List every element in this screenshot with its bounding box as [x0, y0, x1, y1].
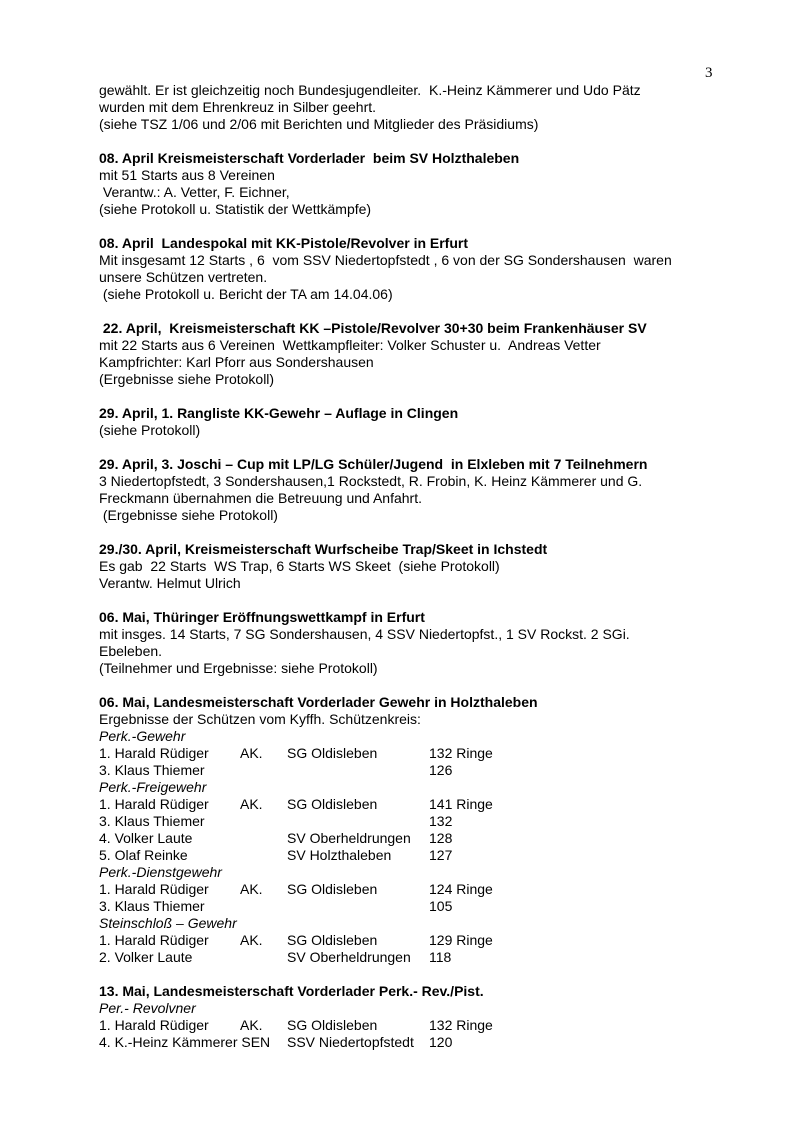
intro-paragraph [99, 82, 739, 133]
result-row [99, 949, 739, 966]
intro-line: gewählt. Er ist gleichzeitig noch Bundesjugendleiter. K.-Heinz Kämmerer und Udo Pätz [99, 82, 641, 98]
result-name: 1. Harald Rüdiger [99, 881, 209, 897]
result-club: SV Oberheldrungen [287, 830, 411, 846]
section-heading: 06. Mai, Landesmeisterschaft Vorderlader Gewehr in Holzthaleben [99, 694, 538, 710]
result-club [287, 898, 429, 915]
result-age-class [240, 898, 287, 915]
section-line: unsere Schützen vertreten. [99, 269, 268, 285]
result-row [99, 881, 739, 898]
result-row [99, 830, 739, 847]
result-row [99, 898, 739, 915]
document-body [99, 82, 739, 1051]
result-club: SV Holzthaleben [287, 847, 392, 863]
result-score: 126 [429, 762, 453, 778]
page-number: 3 [705, 65, 713, 81]
result-age-class: AK. [240, 796, 263, 812]
section-landespokal [99, 235, 739, 303]
result-row [99, 796, 739, 813]
section-wurfscheibe [99, 541, 739, 592]
result-age-class [240, 762, 287, 779]
section-line: Es gab 22 Starts WS Trap, 6 Starts WS Skeet (siehe Protokoll) [99, 558, 500, 574]
result-age-class: AK. [240, 881, 263, 897]
result-club: SG Oldisleben [287, 932, 378, 948]
section-line: Verantw. Helmut Ulrich [99, 575, 241, 591]
result-club [287, 813, 429, 830]
section-heading: 06. Mai, Thüringer Eröffnungswettkampf in Erfurt [99, 609, 425, 625]
result-club [287, 762, 429, 779]
result-club: SV Oberheldrungen [287, 949, 411, 965]
result-score: 124 Ringe [429, 881, 493, 897]
result-club: SG Oldisleben [287, 745, 378, 761]
result-row [99, 932, 739, 949]
result-score: 120 [429, 1034, 453, 1050]
section-line: 3 Niedertopfstedt, 3 Sondershausen,1 Rockstedt, R. Frobin, K. Heinz Kämmerer und G. [99, 473, 643, 489]
result-score: 141 Ringe [429, 796, 493, 812]
intro-line: wurden mit dem Ehrenkreuz in Silber geehrt. [99, 99, 377, 115]
result-club: SSV Niedertopfstedt [287, 1034, 414, 1050]
result-name: 4. K.-Heinz Kämmerer SEN [99, 1034, 271, 1050]
result-score: 105 [429, 898, 453, 914]
section-line: Freckmann übernahmen die Betreuung und Anfahrt. [99, 490, 422, 506]
section-line: mit 22 Starts aus 6 Vereinen Wettkampfleiter: Volker Schuster u. Andreas Vetter [99, 337, 601, 353]
section-lm-vorderlader-perk [99, 983, 739, 1051]
result-score: 118 [429, 949, 452, 965]
section-line: mit insges. 14 Starts, 7 SG Sondershausen, 4 SSV Niedertopfst., 1 SV Rockst. 2 SGi. [99, 626, 630, 642]
result-age-class: AK. [240, 745, 263, 761]
intro-line: (siehe TSZ 1/06 und 2/06 mit Berichten und Mitglieder des Präsidiums) [99, 116, 539, 132]
result-row [99, 745, 739, 762]
category-label: Per.- Revolvner [99, 1000, 196, 1016]
section-line: Mit insgesamt 12 Starts , 6 vom SSV Niedertopfstedt , 6 von der SG Sondershausen waren [99, 252, 672, 268]
section-heading: 13. Mai, Landesmeisterschaft Vorderlader Perk.- Rev./Pist. [99, 983, 484, 999]
result-name: 1. Harald Rüdiger [99, 796, 209, 812]
result-row [99, 762, 739, 779]
section-heading: 08. April Kreismeisterschaft Vorderlader beim SV Holzthaleben [99, 150, 520, 166]
result-name: 1. Harald Rüdiger [99, 932, 209, 948]
section-heading: 22. April, Kreismeisterschaft KK –Pistole/Revolver 30+30 beim Frankenhäuser SV [99, 320, 647, 336]
result-club: SG Oldisleben [287, 881, 378, 897]
result-score: 132 [429, 813, 453, 829]
result-name: 3. Klaus Thiemer [99, 813, 205, 829]
section-line: Verantw.: A. Vetter, F. Eichner, [99, 184, 290, 200]
section-heading: 29. April, 3. Joschi – Cup mit LP/LG Schüler/Jugend in Elxleben mit 7 Teilnehmern [99, 456, 648, 472]
result-row [99, 847, 739, 864]
result-score: 132 Ringe [429, 1017, 493, 1033]
section-line: mit 51 Starts aus 8 Vereinen [99, 167, 275, 183]
result-name: 5. Olaf Reinke [99, 847, 188, 863]
category-label: Steinschloß – Gewehr [99, 915, 237, 931]
section-kreismeisterschaft-vorderlader [99, 150, 739, 218]
section-eroeffnungswettkampf [99, 609, 739, 677]
result-name: 3. Klaus Thiemer [99, 762, 205, 778]
result-age-class [240, 830, 287, 847]
result-score: 132 Ringe [429, 745, 493, 761]
category-label: Perk.-Dienstgewehr [99, 864, 222, 880]
result-row [99, 1017, 739, 1034]
result-age-class: AK. [240, 932, 263, 948]
section-line: (Ergebnisse siehe Protokoll) [99, 507, 278, 523]
result-club: SG Oldisleben [287, 796, 378, 812]
category-label: Perk.-Gewehr [99, 728, 186, 744]
section-subtitle: Ergebnisse der Schützen vom Kyffh. Schützenkreis: [99, 711, 421, 727]
result-name: 4. Volker Laute [99, 830, 193, 846]
result-age-class [240, 847, 287, 864]
result-row [99, 1034, 739, 1051]
result-score: 128 [429, 830, 453, 846]
result-age-class: AK. [240, 1017, 263, 1033]
category-label: Perk.-Freigewehr [99, 779, 207, 795]
result-age-class [240, 949, 287, 966]
section-line: (Ergebnisse siehe Protokoll) [99, 371, 275, 387]
section-line: Ebeleben. [99, 643, 163, 659]
result-name: 1. Harald Rüdiger [99, 1017, 209, 1033]
result-name: 1. Harald Rüdiger [99, 745, 209, 761]
result-row [99, 813, 739, 830]
section-line: (siehe Protokoll u. Bericht der TA am 14.04.06) [99, 286, 393, 302]
section-line: Kampfrichter: Karl Pforr aus Sondershausen [99, 354, 374, 370]
result-score: 129 Ringe [429, 932, 493, 948]
result-age-class [240, 813, 287, 830]
result-name: 2. Volker Laute [99, 949, 193, 965]
section-kreismeisterschaft-kk-pistole [99, 320, 739, 388]
section-joschi-cup [99, 456, 739, 524]
section-line: (siehe Protokoll u. Statistik der Wettkämpfe) [99, 201, 372, 217]
section-heading: 29. April, 1. Rangliste KK-Gewehr – Auflage in Clingen [99, 405, 459, 421]
result-club: SG Oldisleben [287, 1017, 378, 1033]
section-rangliste-kk-gewehr [99, 405, 739, 439]
section-line: (Teilnehmer und Ergebnisse: siehe Protokoll) [99, 660, 378, 676]
section-heading: 08. April Landespokal mit KK-Pistole/Revolver in Erfurt [99, 235, 469, 251]
result-name: 3. Klaus Thiemer [99, 898, 205, 914]
section-line: (siehe Protokoll) [99, 422, 201, 438]
result-score: 127 [429, 847, 453, 863]
section-lm-vorderlader-gewehr [99, 694, 739, 966]
section-heading: 29./30. April, Kreismeisterschaft Wurfscheibe Trap/Skeet in Ichstedt [99, 541, 548, 557]
